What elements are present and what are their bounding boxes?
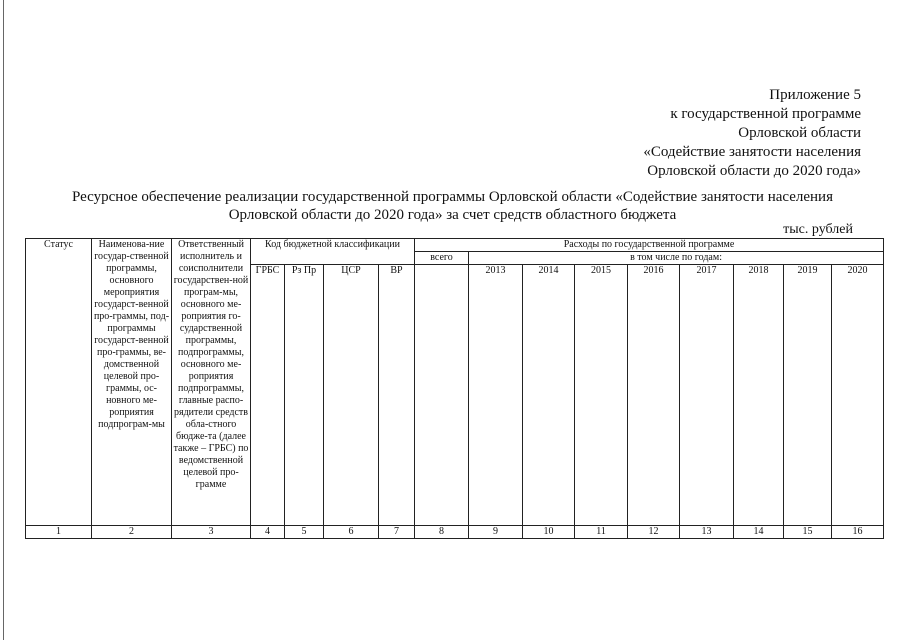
column-number: 1: [26, 526, 92, 539]
column-number: 13: [680, 526, 734, 539]
header-status: Статус: [26, 239, 92, 526]
column-number: 6: [324, 526, 379, 539]
header-grbs: ГРБС: [251, 265, 285, 526]
header-by-years: в том числе по годам:: [469, 252, 884, 265]
annex-line: Приложение 5: [769, 87, 861, 103]
column-number: 7: [379, 526, 415, 539]
header-vr: ВР: [379, 265, 415, 526]
header-year-2013: 2013: [469, 265, 523, 526]
annex-heading: [601, 86, 861, 181]
column-number: 4: [251, 526, 285, 539]
title-line: Ресурсное обеспечение реализации государственной программы Орловской области «Содействие занятости населения: [72, 189, 833, 205]
column-number: 11: [575, 526, 628, 539]
document-title: [30, 188, 875, 224]
page-left-border: [3, 0, 4, 640]
annex-line: Орловской области до 2020 года»: [647, 163, 861, 179]
column-number: 12: [628, 526, 680, 539]
column-number: 10: [523, 526, 575, 539]
header-responsible: Ответственный исполнитель и соисполнители государствен-ной програм-мы, основного ме-роприятия го-сударственной программы, подпрограммы, основного ме-роприятия подпрограммы, главные распо-рядители средств обла-стного бюдже-та (далее также – ГРБС) по ведомственной целевой про-грамме: [172, 239, 251, 526]
annex-line: «Содействие занятости населения: [643, 144, 861, 160]
column-number: 15: [784, 526, 832, 539]
header-total-blank: [415, 265, 469, 526]
column-number: 14: [734, 526, 784, 539]
header-year-2015: 2015: [575, 265, 628, 526]
column-number: 2: [92, 526, 172, 539]
header-row-1: [26, 239, 884, 252]
header-year-2017: 2017: [680, 265, 734, 526]
column-number: 9: [469, 526, 523, 539]
header-year-2018: 2018: [734, 265, 784, 526]
units-label: тыс. рублей: [783, 222, 853, 237]
title-line: Орловской области до 2020 года» за счет средств областного бюджета: [228, 207, 677, 223]
column-number-row: [26, 526, 884, 539]
header-expenses: Расходы по государственной программе: [415, 239, 884, 252]
header-year-2020: 2020: [832, 265, 884, 526]
annex-line: к государственной программе: [670, 106, 861, 122]
column-number: 5: [285, 526, 324, 539]
column-number: 3: [172, 526, 251, 539]
header-csr: ЦСР: [324, 265, 379, 526]
header-budget-code: Код бюджетной классификации: [251, 239, 415, 265]
header-year-2014: 2014: [523, 265, 575, 526]
header-total: всего: [415, 252, 469, 265]
header-rzpr: Рз Пр: [285, 265, 324, 526]
column-number: 16: [832, 526, 884, 539]
annex-line: Орловской области: [738, 125, 861, 141]
header-year-2019: 2019: [784, 265, 832, 526]
header-year-2016: 2016: [628, 265, 680, 526]
header-name: Наименова-ние государ-ственной программы, основного мероприятия государст-венной про-граммы, под-программы государст-венной про-граммы, ве-домственной целевой про-граммы, ос-новного ме-роприятия подпрограм-мы: [92, 239, 172, 526]
resource-table: [25, 238, 884, 539]
column-number: 8: [415, 526, 469, 539]
